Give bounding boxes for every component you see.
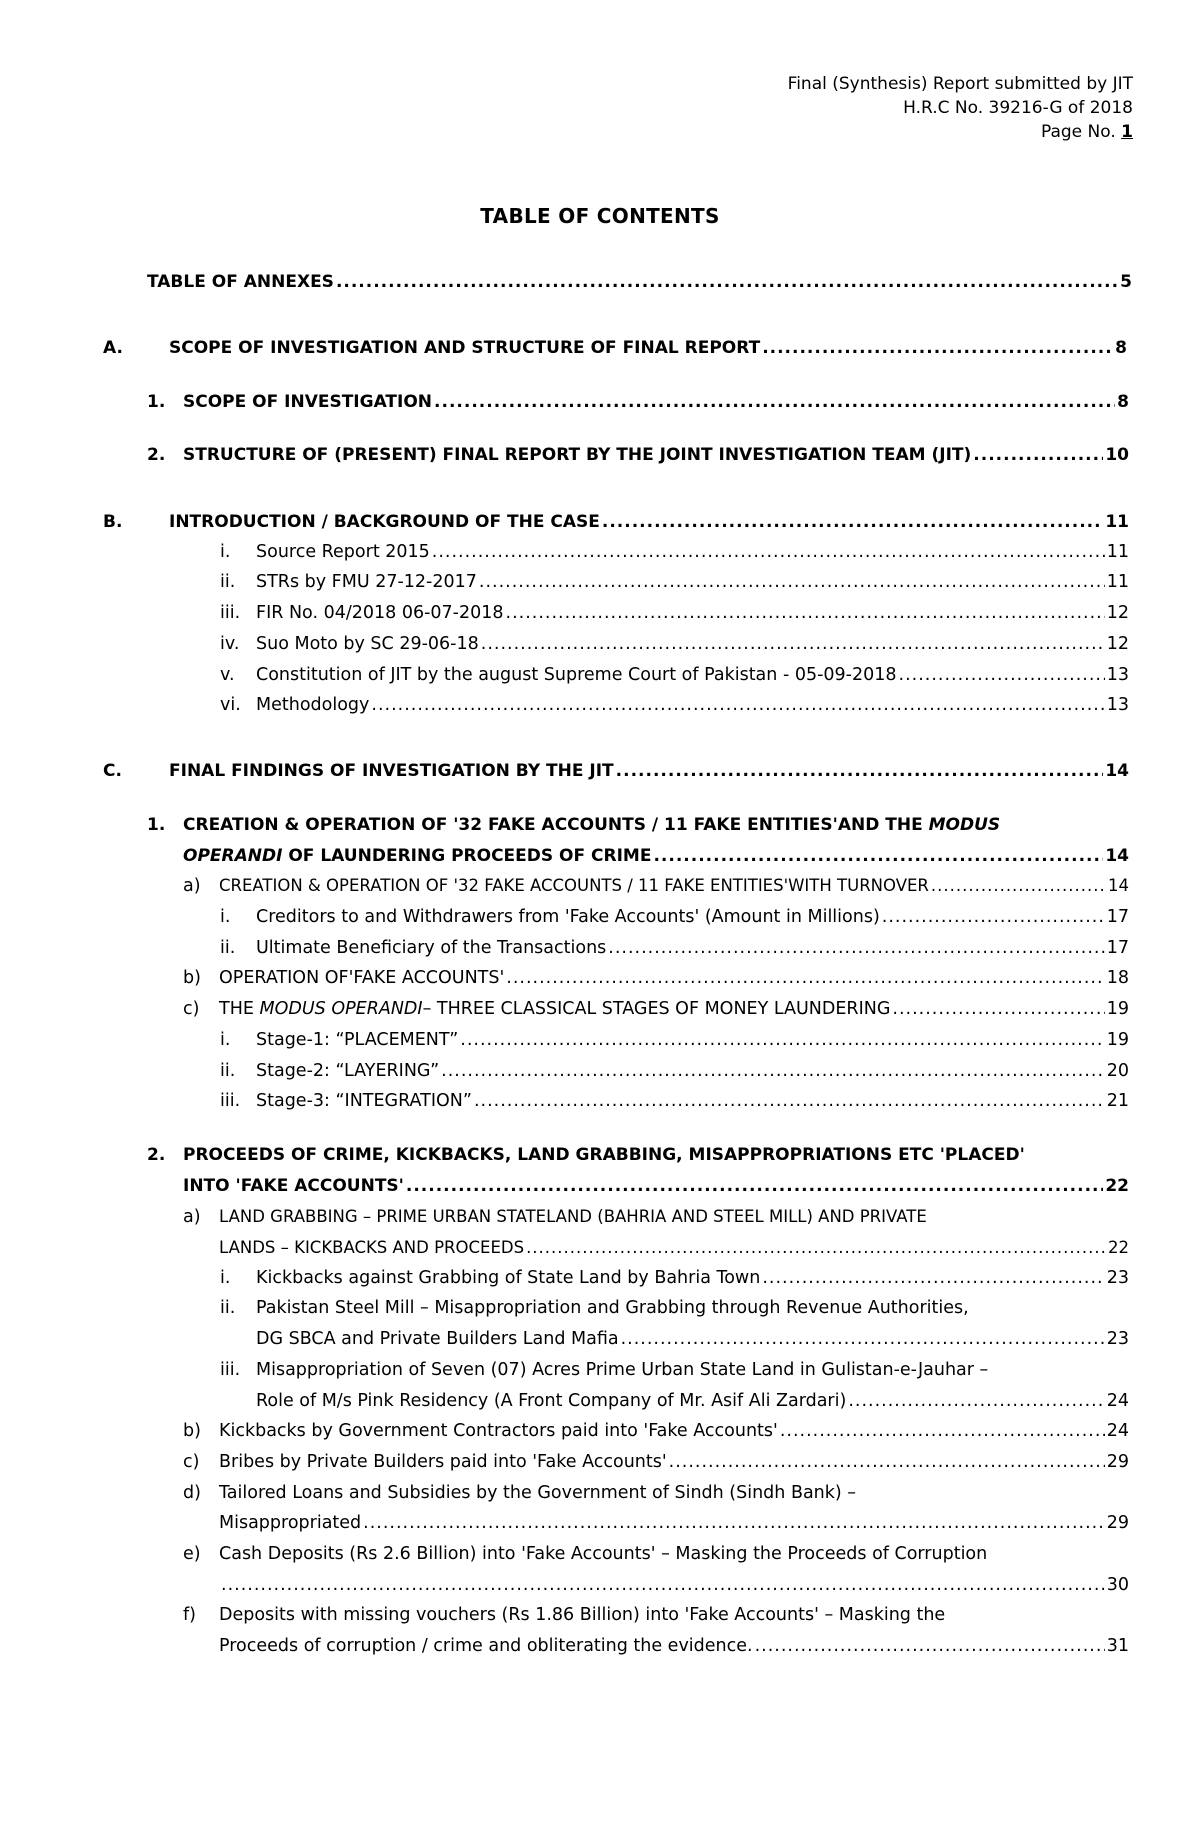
toc-entry-c2-d-line1[interactable]: Tailored Loans and Subsidies by the Government of Sindh (Sindh Bank) – [219,1483,857,1503]
toc-entry-c2-d[interactable]: Misappropriated ..... 29 [219,1513,1129,1533]
toc-entry-c2-a[interactable]: LANDS – KICKBACKS AND PROCEEDS ..... 22 [219,1238,1129,1257]
entry-marker: d) [183,1483,201,1503]
toc-entry-c2-c[interactable]: Bribes by Private Builders paid into 'Fake Accounts' ..... 29 [219,1452,1129,1472]
toc-entry-c2-a-i[interactable]: Kickbacks against Grabbing of State Land by Bahria Town ..... 23 [256,1268,1129,1288]
entry-marker: ii. [220,572,236,592]
entry-marker: ii. [220,1061,236,1081]
entry-marker: a) [183,1207,201,1227]
toc-entry-c1-b[interactable]: OPERATION OF'FAKE ACCOUNTS' ..... 18 [219,968,1129,988]
section-marker: A. [103,338,123,358]
entry-marker: f) [183,1605,196,1625]
section-marker: C. [103,761,122,781]
toc-entry-c2-line1[interactable]: PROCEEDS OF CRIME, KICKBACKS, LAND GRABBING, MISAPPROPRIATIONS ETC 'PLACED' [183,1145,1025,1165]
toc-entry-c2-a-iii-line1[interactable]: Misappropriation of Seven (07) Acres Prime Urban State Land in Gulistan-e-Jauhar – [256,1360,989,1380]
entry-marker: vi. [220,695,241,715]
toc-entry-b-ii[interactable]: STRs by FMU 27-12-2017 ..... 11 [256,572,1129,592]
entry-marker: v. [220,665,235,685]
entry-marker: b) [183,968,201,988]
entry-marker: i. [220,542,231,562]
entry-marker: 2. [147,445,166,465]
entry-marker: iii. [220,1091,241,1111]
page-header [788,72,1133,144]
toc-entry-a1[interactable]: SCOPE OF INVESTIGATION ..... 8 [183,392,1129,412]
toc-entry-b-v[interactable]: Constitution of JIT by the august Supreme Court of Pakistan - 05-09-2018 ..... 13 [256,665,1129,685]
toc-entry-annexes[interactable]: TABLE OF ANNEXES ..... 5 [147,272,1132,292]
toc-entry-b-iii[interactable]: FIR No. 04/2018 06-07-2018 ..... 12 [256,603,1129,623]
page-number: Page No. 1 [1040,122,1133,142]
toc-entry-section-a[interactable]: SCOPE OF INVESTIGATION AND STRUCTURE OF FINAL REPORT ..... 8 [169,338,1127,358]
entry-marker: a) [183,876,201,896]
entry-marker: b) [183,1421,201,1441]
toc-entry-c2-e[interactable]: ..... 30 [219,1575,1129,1595]
entry-marker: 2. [147,1145,166,1165]
toc-entry-c1-c[interactable]: THE MODUS OPERANDI– THREE CLASSICAL STAGES OF MONEY LAUNDERING ..... 19 [219,999,1129,1019]
toc-title: TABLE OF CONTENTS [480,204,720,228]
toc-entry-section-b[interactable]: INTRODUCTION / BACKGROUND OF THE CASE ..... 11 [169,512,1129,532]
case-number: H.R.C No. 39216-G of 2018 [903,98,1133,118]
toc-entry-b-i[interactable]: Source Report 2015 ..... 11 [256,542,1129,562]
toc-entry-b-iv[interactable]: Suo Moto by SC 29-06-18 ..... 12 [256,634,1129,654]
entry-marker: iii. [220,603,241,623]
toc-entry-c1-a[interactable]: CREATION & OPERATION OF '32 FAKE ACCOUNTS / 11 FAKE ENTITIES'WITH TURNOVER ..... 14 [219,876,1129,895]
entry-marker: ii. [220,1298,236,1318]
entry-marker: 1. [147,392,166,412]
toc-entry-c2[interactable]: INTO 'FAKE ACCOUNTS' ..... 22 [183,1176,1129,1196]
toc-entry-c1-c-iii[interactable]: Stage-3: “INTEGRATION” ..... 21 [256,1091,1129,1111]
toc-entry-c2-f[interactable]: Proceeds of corruption / crime and obliterating the evidence. ..... 31 [219,1636,1129,1656]
entry-marker: e) [183,1544,201,1564]
entry-marker: i. [220,907,231,927]
toc-entry-c1-a-i[interactable]: Creditors to and Withdrawers from 'Fake Accounts' (Amount in Millions) ..... 17 [256,907,1129,927]
toc-entry-c1-c-ii[interactable]: Stage-2: “LAYERING” ..... 20 [256,1061,1129,1081]
toc-entry-c2-e-line1[interactable]: Cash Deposits (Rs 2.6 Billion) into 'Fake Accounts' – Masking the Proceeds of Corruption [219,1544,988,1564]
entry-marker: i. [220,1030,231,1050]
toc-entry-section-c[interactable]: FINAL FINDINGS OF INVESTIGATION BY THE JIT ..... 14 [169,761,1129,781]
report-title: Final (Synthesis) Report submitted by JIT [787,74,1133,94]
toc-entry-b-vi[interactable]: Methodology ..... 13 [256,695,1129,715]
toc-entry-c1-c-i[interactable]: Stage-1: “PLACEMENT” ..... 19 [256,1030,1129,1050]
toc-entry-c2-a-ii[interactable]: DG SBCA and Private Builders Land Mafia ..... 23 [256,1329,1129,1349]
toc-entry-a2[interactable]: STRUCTURE OF (PRESENT) FINAL REPORT BY THE JOINT INVESTIGATION TEAM (JIT) ..... 10 [183,445,1129,465]
section-marker: B. [103,512,123,532]
toc-entry-c2-b[interactable]: Kickbacks by Government Contractors paid into 'Fake Accounts' ..... 24 [219,1421,1129,1441]
toc-entry-c1-a-ii[interactable]: Ultimate Beneficiary of the Transactions ..... 17 [256,938,1129,958]
entry-marker: i. [220,1268,231,1288]
toc-entry-c2-a-line1[interactable]: LAND GRABBING – PRIME URBAN STATELAND (BAHRIA AND STEEL MILL) AND PRIVATE [219,1207,927,1226]
entry-marker: iii. [220,1360,241,1380]
entry-marker: ii. [220,938,236,958]
toc-entry-c2-a-ii-line1[interactable]: Pakistan Steel Mill – Misappropriation and Grabbing through Revenue Authorities, [256,1298,969,1318]
toc-entry-c1[interactable]: OPERANDI OF LAUNDERING PROCEEDS OF CRIME ..... 14 [183,846,1129,866]
entry-marker: 1. [147,815,166,835]
toc-entry-c1-line1[interactable]: CREATION & OPERATION OF '32 FAKE ACCOUNTS / 11 FAKE ENTITIES'AND THE MODUS [183,815,1001,835]
toc-entry-c2-a-iii[interactable]: Role of M/s Pink Residency (A Front Company of Mr. Asif Ali Zardari) ..... 24 [256,1391,1129,1411]
entry-marker: c) [183,999,200,1019]
toc-entry-c2-f-line1[interactable]: Deposits with missing vouchers (Rs 1.86 Billion) into 'Fake Accounts' – Masking the [219,1605,946,1625]
entry-marker: iv. [220,634,240,654]
entry-marker: c) [183,1452,200,1472]
